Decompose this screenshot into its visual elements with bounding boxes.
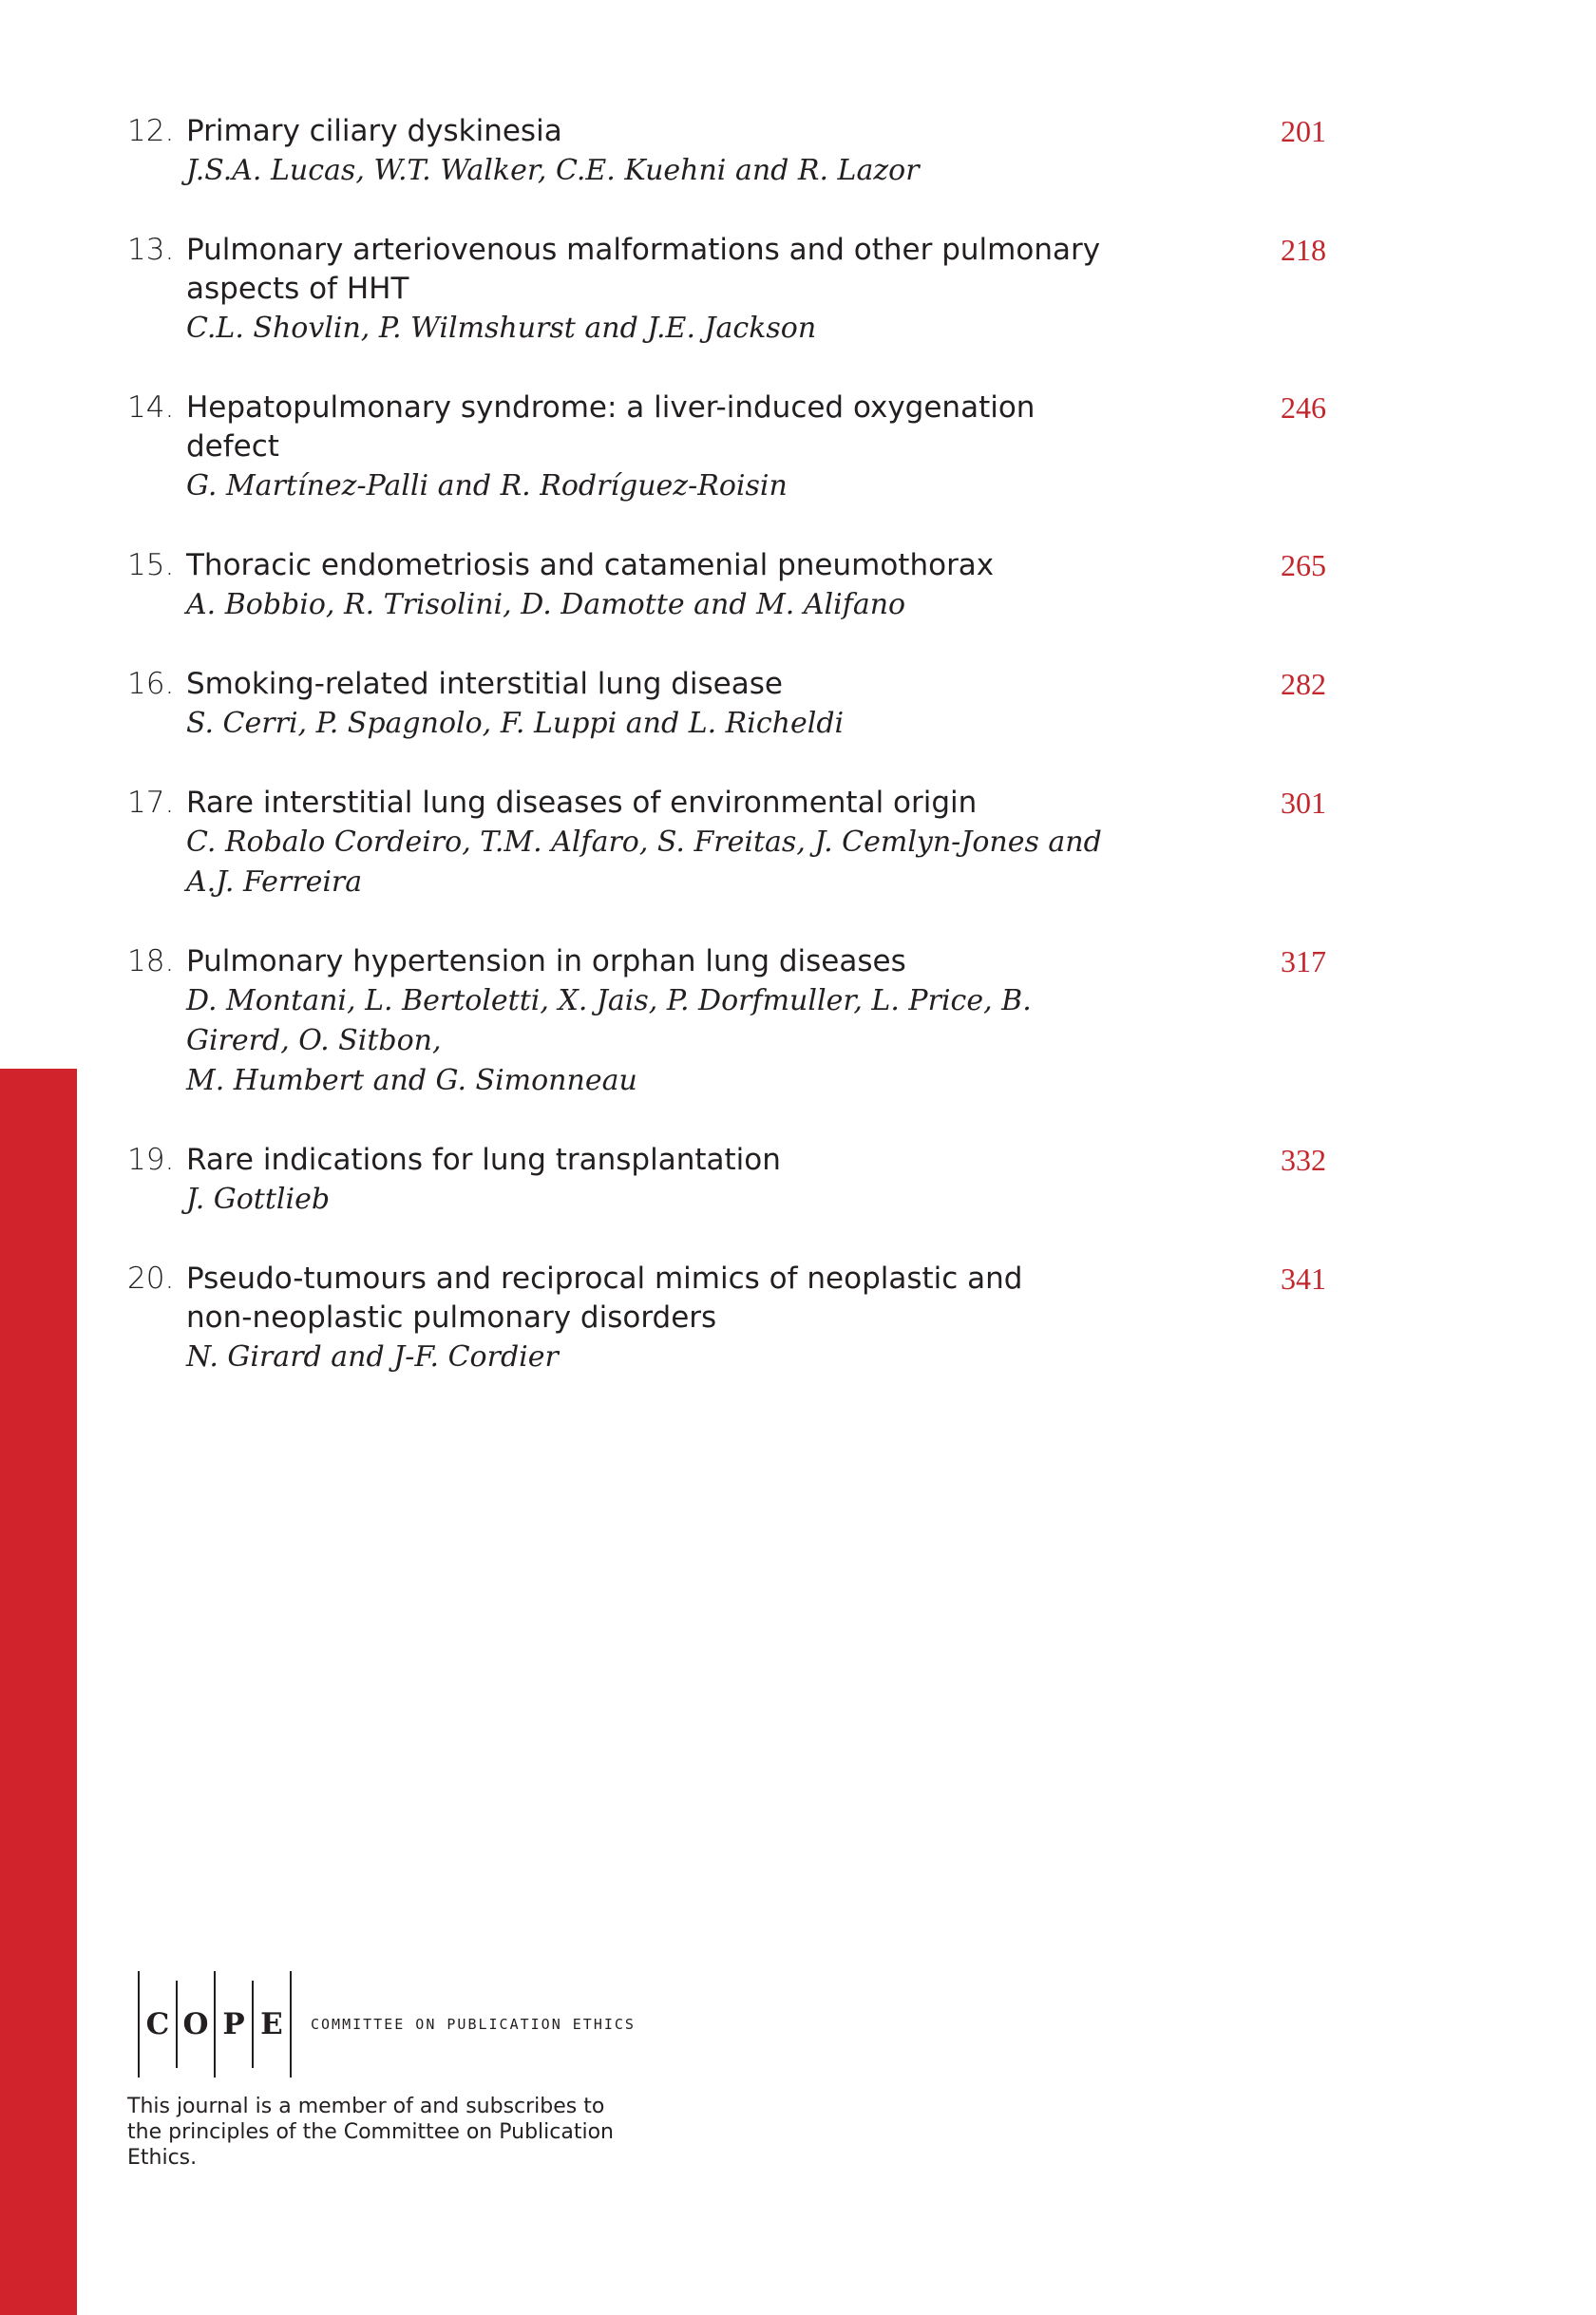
chapter-authors-continued: M. Humbert and G. Simonneau — [186, 1064, 637, 1097]
cope-letter-o: O — [182, 2007, 209, 2041]
chapter-title: Thoracic endometriosis and catamenial pneumothorax — [186, 548, 995, 582]
cope-letter-e: E — [260, 2007, 283, 2041]
chapter-authors: S. Cerri, P. Spagnolo, F. Luppi and L. Richeldi — [186, 707, 845, 740]
cope-tagline: COMMITTEE ON PUBLICATION ETHICS — [311, 2016, 636, 2033]
red-side-bar — [0, 1069, 77, 2315]
toc-entry[interactable] — [127, 665, 1362, 744]
chapter-title-continued: aspects of HHT — [186, 272, 409, 306]
table-of-contents — [127, 112, 1362, 1417]
chapter-authors: C. Robalo Cordeiro, T.M. Alfaro, S. Freitas, J. Cemlyn-Jones and A.J. Ferreira — [186, 825, 1102, 899]
cope-membership-note — [127, 2094, 640, 2171]
toc-entry[interactable] — [127, 389, 1362, 506]
page-number[interactable]: 201 — [1281, 114, 1326, 148]
chapter-number: 19. — [127, 1143, 175, 1177]
chapter-number: 20. — [127, 1262, 175, 1296]
page-number[interactable]: 246 — [1281, 390, 1326, 425]
page-number[interactable]: 265 — [1281, 548, 1326, 582]
chapter-title: Rare indications for lung transplantation — [186, 1143, 781, 1177]
cope-letter-p: P — [222, 2007, 245, 2041]
toc-entry[interactable] — [127, 1141, 1362, 1220]
toc-entry[interactable] — [127, 784, 1362, 902]
chapter-number: 17. — [127, 786, 175, 820]
chapter-number: 13. — [127, 233, 175, 267]
chapter-authors: G. Martínez-Palli and R. Rodríguez-Roisin — [186, 469, 788, 503]
toc-entry[interactable] — [127, 112, 1362, 191]
chapter-title: Primary ciliary dyskinesia — [186, 114, 562, 148]
chapter-authors: J.S.A. Lucas, W.T. Walker, C.E. Kuehni and R. Lazor — [186, 154, 920, 187]
chapter-authors: N. Girard and J-F. Cordier — [186, 1340, 559, 1374]
chapter-title-continued: non-neoplastic pulmonary disorders — [186, 1300, 717, 1335]
chapter-title: Pulmonary hypertension in orphan lung diseases — [186, 944, 906, 978]
page-number[interactable]: 332 — [1281, 1143, 1326, 1177]
page-number[interactable]: 341 — [1281, 1262, 1326, 1296]
chapter-number: 14. — [127, 390, 175, 425]
toc-entry[interactable] — [127, 942, 1362, 1101]
chapter-authors: A. Bobbio, R. Trisolini, D. Damotte and M. Alifano — [186, 588, 906, 621]
chapter-number: 18. — [127, 944, 175, 978]
cope-note-line: Ethics. — [127, 2146, 198, 2170]
chapter-authors: J. Gottlieb — [186, 1183, 331, 1216]
chapter-number: 15. — [127, 548, 175, 582]
chapter-authors: D. Montani, L. Bertoletti, X. Jais, P. Dorfmuller, L. Price, B. Girerd, O. Sitbon, — [186, 984, 1032, 1057]
page-number[interactable]: 282 — [1281, 667, 1326, 701]
chapter-title: Rare interstitial lung diseases of environmental origin — [186, 786, 978, 820]
cope-letter-c: C — [145, 2007, 170, 2041]
chapter-number: 12. — [127, 114, 175, 148]
chapter-title: Pulmonary arteriovenous malformations and other pulmonary — [186, 233, 1101, 267]
toc-entry[interactable] — [127, 231, 1362, 349]
page-number[interactable]: 317 — [1281, 944, 1326, 978]
toc-entry[interactable] — [127, 546, 1362, 625]
logo-divider — [290, 1971, 292, 2078]
cope-note-line: This journal is a member of and subscribes to — [127, 2095, 605, 2118]
cope-note-line: the principles of the Committee on Publication — [127, 2120, 614, 2144]
chapter-title: Hepatopulmonary syndrome: a liver-induced oxygenation defect — [186, 390, 1036, 464]
chapter-authors: C.L. Shovlin, P. Wilmshurst and J.E. Jackson — [186, 312, 817, 345]
cope-logo — [138, 1971, 636, 2078]
chapter-title: Pseudo-tumours and reciprocal mimics of neoplastic and — [186, 1262, 1023, 1296]
toc-entry[interactable] — [127, 1260, 1362, 1377]
page-number[interactable]: 301 — [1281, 786, 1326, 820]
page-number[interactable]: 218 — [1281, 233, 1326, 267]
chapter-number: 16. — [127, 667, 175, 701]
chapter-title: Smoking-related interstitial lung disease — [186, 667, 783, 701]
